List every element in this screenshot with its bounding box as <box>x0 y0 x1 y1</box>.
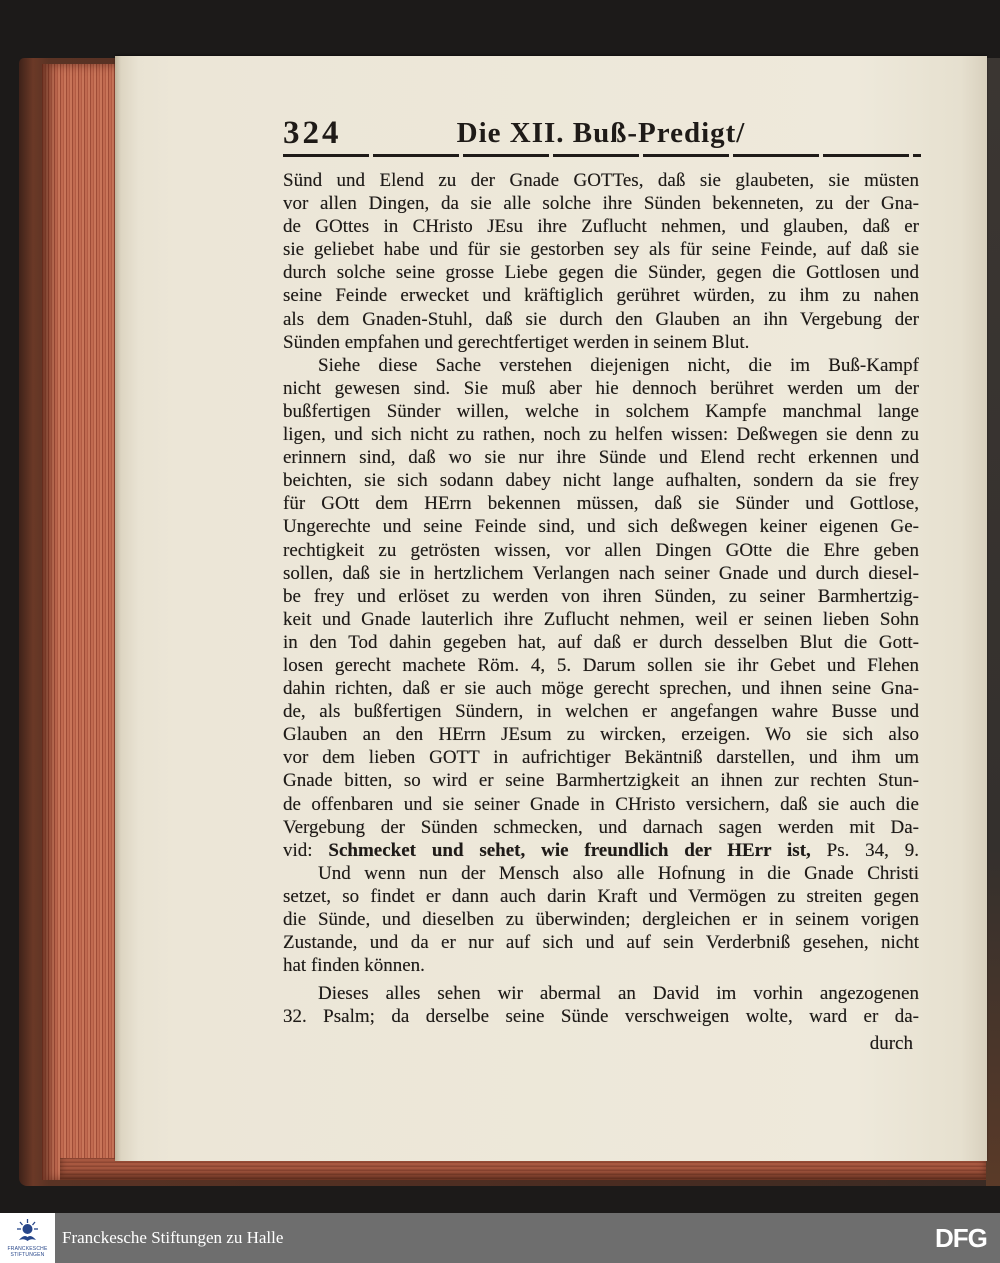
text-line: durch solche seine grosse Liebe gegen die Sünder, gegen die Gottlosen und <box>283 262 919 284</box>
paragraph <box>283 862 919 977</box>
book-cover-right-edge <box>986 58 1000 1186</box>
text-line: dahin richten, daß er sie auch möge gerecht sprechen, und ihnen seine Gna- <box>283 678 919 700</box>
text-line: die Sünde, und dieselben zu überwinden; dergleichen er in seinem vorigen <box>283 909 919 930</box>
page-block-bottom-edge <box>60 1158 986 1180</box>
running-title: Die XII. Buß-Predigt/ <box>456 117 746 149</box>
scripture-quote: Schmecket und sehet, wie freundlich der HErr ist, <box>328 839 811 861</box>
text-line: Vergebung der Sünden schmecken, und darnach sagen werden mit Da- <box>283 816 919 838</box>
paragraph <box>283 982 919 1028</box>
text-line: de, als bußfertigen Sündern, in welchen er angefangen wahre Busse und <box>283 701 919 723</box>
header-rule <box>283 154 921 157</box>
text-line: bußfertigen Sünder willen, welche in solchem Kampfe manchmal lange <box>283 400 919 422</box>
text-line: Gnade bitten, so wird er seine Barmhertzigkeit an ihnen zur rechten Stun- <box>283 770 919 792</box>
scripture-reference: Ps. 34, 9. <box>826 839 919 861</box>
scripture-quote-line <box>283 839 919 862</box>
sun-emblem-icon <box>16 1218 39 1244</box>
paragraph <box>283 354 919 862</box>
text-line: de GOttes in CHristo JEsu ihre Zuflucht nehmen, und glauben, daß er <box>283 216 919 238</box>
text-line: Zustande, und da er nur auf sich und auf sein Verderbniß gesehen, nicht <box>283 932 919 954</box>
text-line: sie geliebet habe und für sie gestorben sey als für seine Feinde, auf daß sie <box>283 239 919 261</box>
text-line: als dem Gnaden-Stuhl, daß sie durch den Glauben an ihn Vergebung der <box>283 308 919 330</box>
text-line: beichten, sie sich sodann dabey nicht lange aufhalten, sondern da sie frey <box>283 470 919 492</box>
text-line: für GOtt dem HErrn bekennen müssen, daß sie Sünder und Gottlose, <box>283 493 919 515</box>
text-line: rechtigkeit zu getrösten wissen, vor allen Dingen GOtte die Ehre geben <box>283 539 919 561</box>
text-line: Dieses alles sehen wir abermal an David im vorhin angezogenen <box>318 983 919 1005</box>
dfg-logo: DFG <box>935 1223 987 1253</box>
text-line: sollen, daß sie in hertzlichem Verlangen nach seiner Gnade und durch diesel- <box>283 562 919 584</box>
text-line: Und wenn nun der Mensch also alle Hofnung in die Gnade Christi <box>318 862 919 884</box>
institution-name: Franckesche Stiftungen zu Halle <box>62 1228 284 1247</box>
text-line: Sünden empfahen und gerechtfertiget werden in seinem Blut. <box>283 331 750 353</box>
logo-text-line: STIFTUNGEN <box>10 1252 45 1258</box>
text-line: seine Feinde erwecket und kräftiglich gerühret würden, zu ihm zu nahen <box>283 285 919 307</box>
text-line: Glauben an den HErrn JEsum zu wircken, erzeigen. Wo sie sich also <box>283 724 919 746</box>
body-text <box>283 169 919 1057</box>
text-line: vor dem lieben GOTT in aufrichtiger Bekäntniß darstellen, und ihm um <box>283 747 919 769</box>
text-line: in den Tod dahin gegeben hat, auf daß er durch desselben Blut die Gott- <box>283 631 919 653</box>
text-line: vor allen Dingen, da sie alle solche ihre Sünden bekenneten, zu der Gna- <box>283 193 919 215</box>
text-line: setzet, so findet er dann auch darin Kraft und Vermögen zu streiten gegen <box>283 885 919 907</box>
text-line: be frey und erlöset zu werden von ihren Sünden, zu seiner Barmhertzig- <box>283 585 919 607</box>
text-line: losen gerecht machete Röm. 4, 5. Darum sollen sie ihr Gebet und Flehen <box>283 654 919 676</box>
paragraph <box>283 169 919 354</box>
page-block-side-edge <box>42 64 118 1180</box>
text-line: 32. Psalm; da derselbe seine Sünde verschweigen wolte, ward er da- <box>283 1006 919 1028</box>
text-line: Ungerechte und seine Feinde sind, und sich deßwegen keiner eigenen Ge- <box>283 516 919 538</box>
text-line: Siehe diese Sache verstehen diejenigen nicht, die im Buß-Kampf <box>318 354 919 376</box>
text-line: de offenbaren und sie seiner Gnade in CHristo versichern, daß sie auch die <box>283 793 919 815</box>
text-line: hat finden können. <box>283 955 425 977</box>
institution-logo-text <box>0 1246 55 1258</box>
catchword: durch <box>869 1033 913 1055</box>
scripture-lead: vid: <box>283 839 313 861</box>
text-line: keit und Gnade lauterlich ihre Zuflucht nehmen, weil er seinen lieben Sohn <box>283 608 919 630</box>
logo-text-line: FRANCKESCHE <box>7 1246 48 1252</box>
footer-bar <box>0 1213 1000 1263</box>
text-line: ligen, und sich nicht zu rathen, noch zu helfen wissen: Deßwegen sie denn zu <box>283 424 919 446</box>
text-line: erinnern sind, daß wo sie nur ihre Sünde und Elend recht erkennen und <box>283 447 919 469</box>
institution-logo <box>0 1213 55 1263</box>
text-line: Sünd und Elend zu der Gnade GOTTes, daß sie glaubeten, sie müsten <box>283 170 919 191</box>
running-head <box>283 113 919 153</box>
text-line: nicht gewesen sind. Sie muß aber hie dennoch berühret werden um der <box>283 377 919 399</box>
page-number: 324 <box>283 115 342 151</box>
